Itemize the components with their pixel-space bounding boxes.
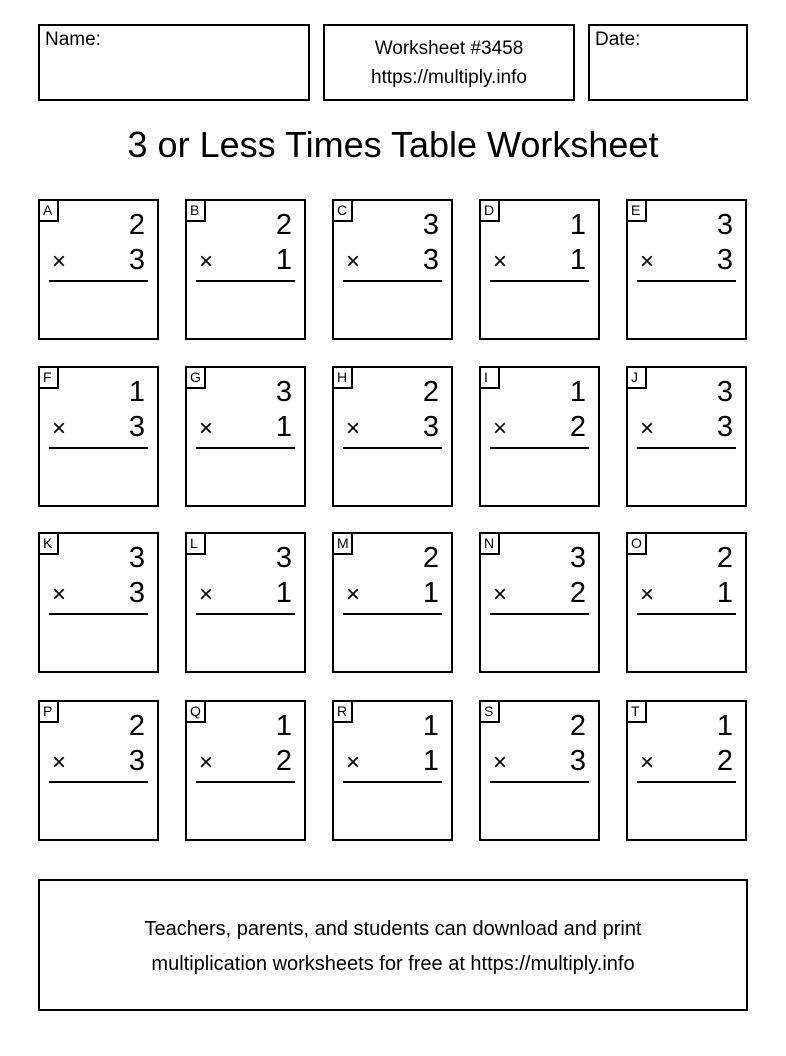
problem-card <box>185 199 306 340</box>
problem-card <box>38 199 159 340</box>
problem-card <box>38 532 159 673</box>
problem-letter: K <box>40 534 59 555</box>
page-title: 3 or Less Times Table Worksheet <box>127 124 659 165</box>
multiplier: 3 <box>716 244 733 276</box>
problem-card <box>332 532 453 673</box>
problem-letter: P <box>40 702 59 723</box>
answer-line <box>343 781 442 783</box>
name-label: Name: <box>45 29 101 50</box>
answer-space[interactable] <box>490 618 589 665</box>
answer-line <box>490 280 589 282</box>
multiplicand: 2 <box>128 710 145 742</box>
problem-card <box>479 366 600 507</box>
answer-line <box>196 613 295 615</box>
multiplicand: 3 <box>716 376 733 408</box>
answer-line <box>637 613 736 615</box>
multiplicand: 2 <box>275 209 292 241</box>
answer-line <box>637 447 736 449</box>
multiply-sign: × <box>493 248 508 275</box>
multiplicand: 2 <box>422 542 439 574</box>
problem-letter: T <box>628 702 647 723</box>
problem-card <box>479 700 600 841</box>
multiply-sign: × <box>52 581 67 608</box>
problem-letter: G <box>187 368 206 389</box>
multiply-sign: × <box>493 415 508 442</box>
answer-space[interactable] <box>49 786 148 833</box>
multiplier: 1 <box>275 577 292 609</box>
multiply-sign: × <box>52 248 67 275</box>
multiplicand: 2 <box>422 376 439 408</box>
multiply-sign: × <box>346 248 361 275</box>
problem-letter: I <box>481 368 500 389</box>
problem-card <box>332 199 453 340</box>
answer-space[interactable] <box>49 285 148 332</box>
problem-letter: L <box>187 534 206 555</box>
answer-space[interactable] <box>490 786 589 833</box>
problem-card <box>626 366 747 507</box>
answer-space[interactable] <box>49 618 148 665</box>
problem-letter: C <box>334 201 353 222</box>
multiply-sign: × <box>640 749 655 776</box>
multiply-sign: × <box>52 415 67 442</box>
multiplier: 2 <box>569 577 586 609</box>
multiplier: 3 <box>569 745 586 777</box>
problem-card <box>185 532 306 673</box>
multiplicand: 1 <box>716 710 733 742</box>
site-url: https://multiply.info <box>371 66 527 88</box>
problem-letter: O <box>628 534 647 555</box>
answer-line <box>490 781 589 783</box>
footer-text <box>40 912 746 982</box>
problem-letter: S <box>481 702 500 723</box>
answer-space[interactable] <box>196 452 295 499</box>
answer-space[interactable] <box>343 618 442 665</box>
problem-card <box>479 199 600 340</box>
answer-line <box>343 613 442 615</box>
answer-space[interactable] <box>196 618 295 665</box>
problem-letter: A <box>40 201 59 222</box>
problem-letter: J <box>628 368 647 389</box>
answer-space[interactable] <box>196 786 295 833</box>
problem-card <box>626 199 747 340</box>
answer-line <box>490 447 589 449</box>
name-field-box <box>38 24 310 101</box>
answer-space[interactable] <box>343 786 442 833</box>
multiplicand: 2 <box>569 710 586 742</box>
multiply-sign: × <box>199 581 214 608</box>
date-label: Date: <box>595 29 641 50</box>
multiply-sign: × <box>640 581 655 608</box>
problem-card <box>185 366 306 507</box>
answer-line <box>49 613 148 615</box>
multiply-sign: × <box>493 749 508 776</box>
problem-card <box>38 366 159 507</box>
problem-letter: D <box>481 201 500 222</box>
multiplier: 3 <box>128 745 145 777</box>
answer-line <box>490 613 589 615</box>
multiplier: 3 <box>128 411 145 443</box>
multiplier: 2 <box>716 745 733 777</box>
problem-card <box>626 700 747 841</box>
answer-line <box>196 781 295 783</box>
answer-space[interactable] <box>490 452 589 499</box>
answer-line <box>49 447 148 449</box>
problem-card <box>332 366 453 507</box>
multiplier: 3 <box>422 244 439 276</box>
problem-letter: F <box>40 368 59 389</box>
answer-space[interactable] <box>637 285 736 332</box>
answer-space[interactable] <box>343 285 442 332</box>
multiplicand: 2 <box>128 209 145 241</box>
multiplicand: 1 <box>569 209 586 241</box>
multiplicand: 3 <box>275 542 292 574</box>
problem-letter: E <box>628 201 647 222</box>
footer-line-2: multiplication worksheets for free at https://multiply.info <box>151 953 635 975</box>
multiply-sign: × <box>346 749 361 776</box>
multiplier: 1 <box>275 244 292 276</box>
multiplier: 3 <box>128 244 145 276</box>
problem-card <box>38 700 159 841</box>
multiplier: 1 <box>422 745 439 777</box>
answer-line <box>343 447 442 449</box>
multiplicand: 3 <box>569 542 586 574</box>
answer-space[interactable] <box>196 285 295 332</box>
multiplier: 1 <box>275 411 292 443</box>
problem-card <box>479 532 600 673</box>
multiplier: 2 <box>275 745 292 777</box>
problem-card <box>185 700 306 841</box>
answer-line <box>637 280 736 282</box>
problem-letter: Q <box>187 702 206 723</box>
multiplicand: 3 <box>128 542 145 574</box>
multiplier: 3 <box>422 411 439 443</box>
multiplier: 1 <box>422 577 439 609</box>
multiply-sign: × <box>199 248 214 275</box>
multiplicand: 2 <box>716 542 733 574</box>
worksheet-id: Worksheet #3458 <box>374 37 524 59</box>
problem-letter: N <box>481 534 500 555</box>
footer-line-1: Teachers, parents, and students can download and print <box>144 918 642 940</box>
multiplicand: 1 <box>569 376 586 408</box>
multiplier: 3 <box>128 577 145 609</box>
worksheet-id-box <box>323 24 575 101</box>
multiply-sign: × <box>199 415 214 442</box>
answer-space[interactable] <box>343 452 442 499</box>
problem-card <box>626 532 747 673</box>
multiplier: 1 <box>716 577 733 609</box>
multiply-sign: × <box>640 248 655 275</box>
multiplicand: 3 <box>422 209 439 241</box>
multiply-sign: × <box>346 581 361 608</box>
multiplier: 1 <box>569 244 586 276</box>
problem-card <box>332 700 453 841</box>
problem-letter: H <box>334 368 353 389</box>
answer-line <box>196 280 295 282</box>
answer-line <box>49 280 148 282</box>
answer-line <box>49 781 148 783</box>
multiply-sign: × <box>346 415 361 442</box>
problem-letter: B <box>187 201 206 222</box>
answer-space[interactable] <box>49 452 148 499</box>
multiply-sign: × <box>52 749 67 776</box>
multiplicand: 1 <box>128 376 145 408</box>
multiplier: 3 <box>716 411 733 443</box>
answer-line <box>343 280 442 282</box>
answer-line <box>196 447 295 449</box>
date-field-box <box>588 24 748 101</box>
multiplicand: 1 <box>275 710 292 742</box>
multiplicand: 1 <box>422 710 439 742</box>
answer-space[interactable] <box>490 285 589 332</box>
answer-space[interactable] <box>637 618 736 665</box>
multiply-sign: × <box>199 749 214 776</box>
multiply-sign: × <box>493 581 508 608</box>
answer-space[interactable] <box>637 786 736 833</box>
problem-letter: M <box>334 534 353 555</box>
multiplicand: 3 <box>275 376 292 408</box>
multiply-sign: × <box>640 415 655 442</box>
multiplier: 2 <box>569 411 586 443</box>
answer-space[interactable] <box>637 452 736 499</box>
multiplicand: 3 <box>716 209 733 241</box>
answer-line <box>637 781 736 783</box>
footer-box <box>38 879 748 1011</box>
problem-letter: R <box>334 702 353 723</box>
